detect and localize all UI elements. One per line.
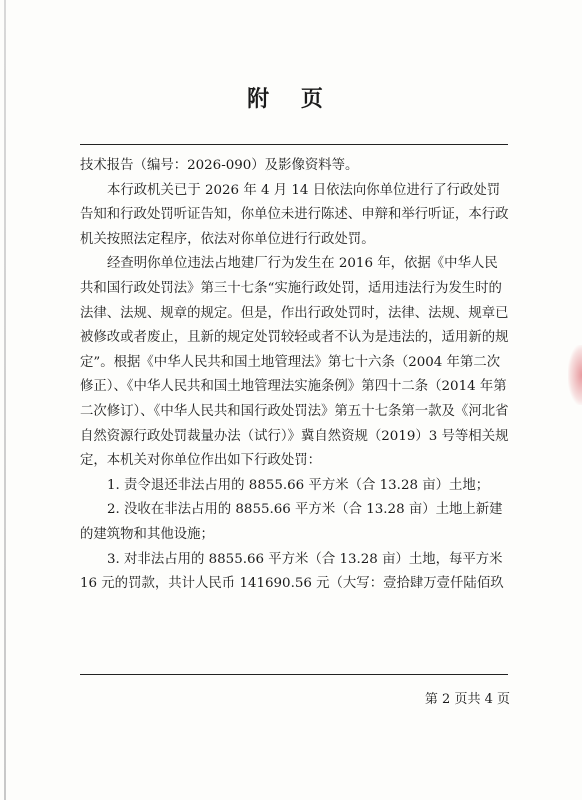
- penalty-item-1: 1. 责令退还非法占用的 8855.66 平方米（合 13.28 亩）土地；: [107, 477, 490, 493]
- header-rule: [80, 144, 508, 145]
- document-body: [80, 154, 510, 597]
- page-number: 第 2 页共 4 页: [424, 692, 510, 707]
- page-title: 附 页: [247, 86, 335, 112]
- page-edge-shadow: [4, 0, 6, 800]
- footer-rule: [80, 674, 508, 675]
- paragraph-legal-basis: 经查明你单位违法占地建厂行为发生在 2016 年，依据《中华人民共和国行政处罚法》第三十七条“实施行政处罚，适用违法行为发生时的法律、法规、规章的规定。但是，作出行政处罚时，法律、法规、规章已被修改或者废止，且新的规定处罚较轻或者不认为是违法的，适用新的规定”。根据《中华人民共和国土地管理法》第七十六条（2004 年第二次修正）、《中华人民共和国土地管理法实施条例》第四十二条（2014 年第二次修订）、《中华人民共和国行政处罚法》第五十七条第一款及《河北省自然资源行政处罚裁量办法（试行）》冀自然资规（2019）3 号等相关规定，本机关对你单位作出如下行政处罚：: [80, 256, 509, 469]
- penalty-item-2: 2. 没收在非法占用的 8855.66 平方米（合 13.28 亩）土地上新建的建筑物和其他设施；: [80, 502, 503, 542]
- seal-stamp-edge: [568, 345, 582, 405]
- paragraph-notice: 本行政机关已于 2026 年 4 月 14 日依法向你单位进行了行政处罚告知和行政处罚听证告知，你单位未进行陈述、申辩和举行听证，本行政机关按照法定程序，依法对你单位进行行政处罚。: [80, 182, 509, 247]
- paragraph-continuation: 技术报告（编号：2026-090）及影像资料等。: [80, 158, 359, 173]
- penalty-item-3: 3. 对非法占用的 8855.66 平方米（合 13.28 亩）土地，每平方米 16 元的罚款，共计人民币 141690.56 元（大写：壹拾肆万壹仟陆佰玖: [80, 551, 504, 592]
